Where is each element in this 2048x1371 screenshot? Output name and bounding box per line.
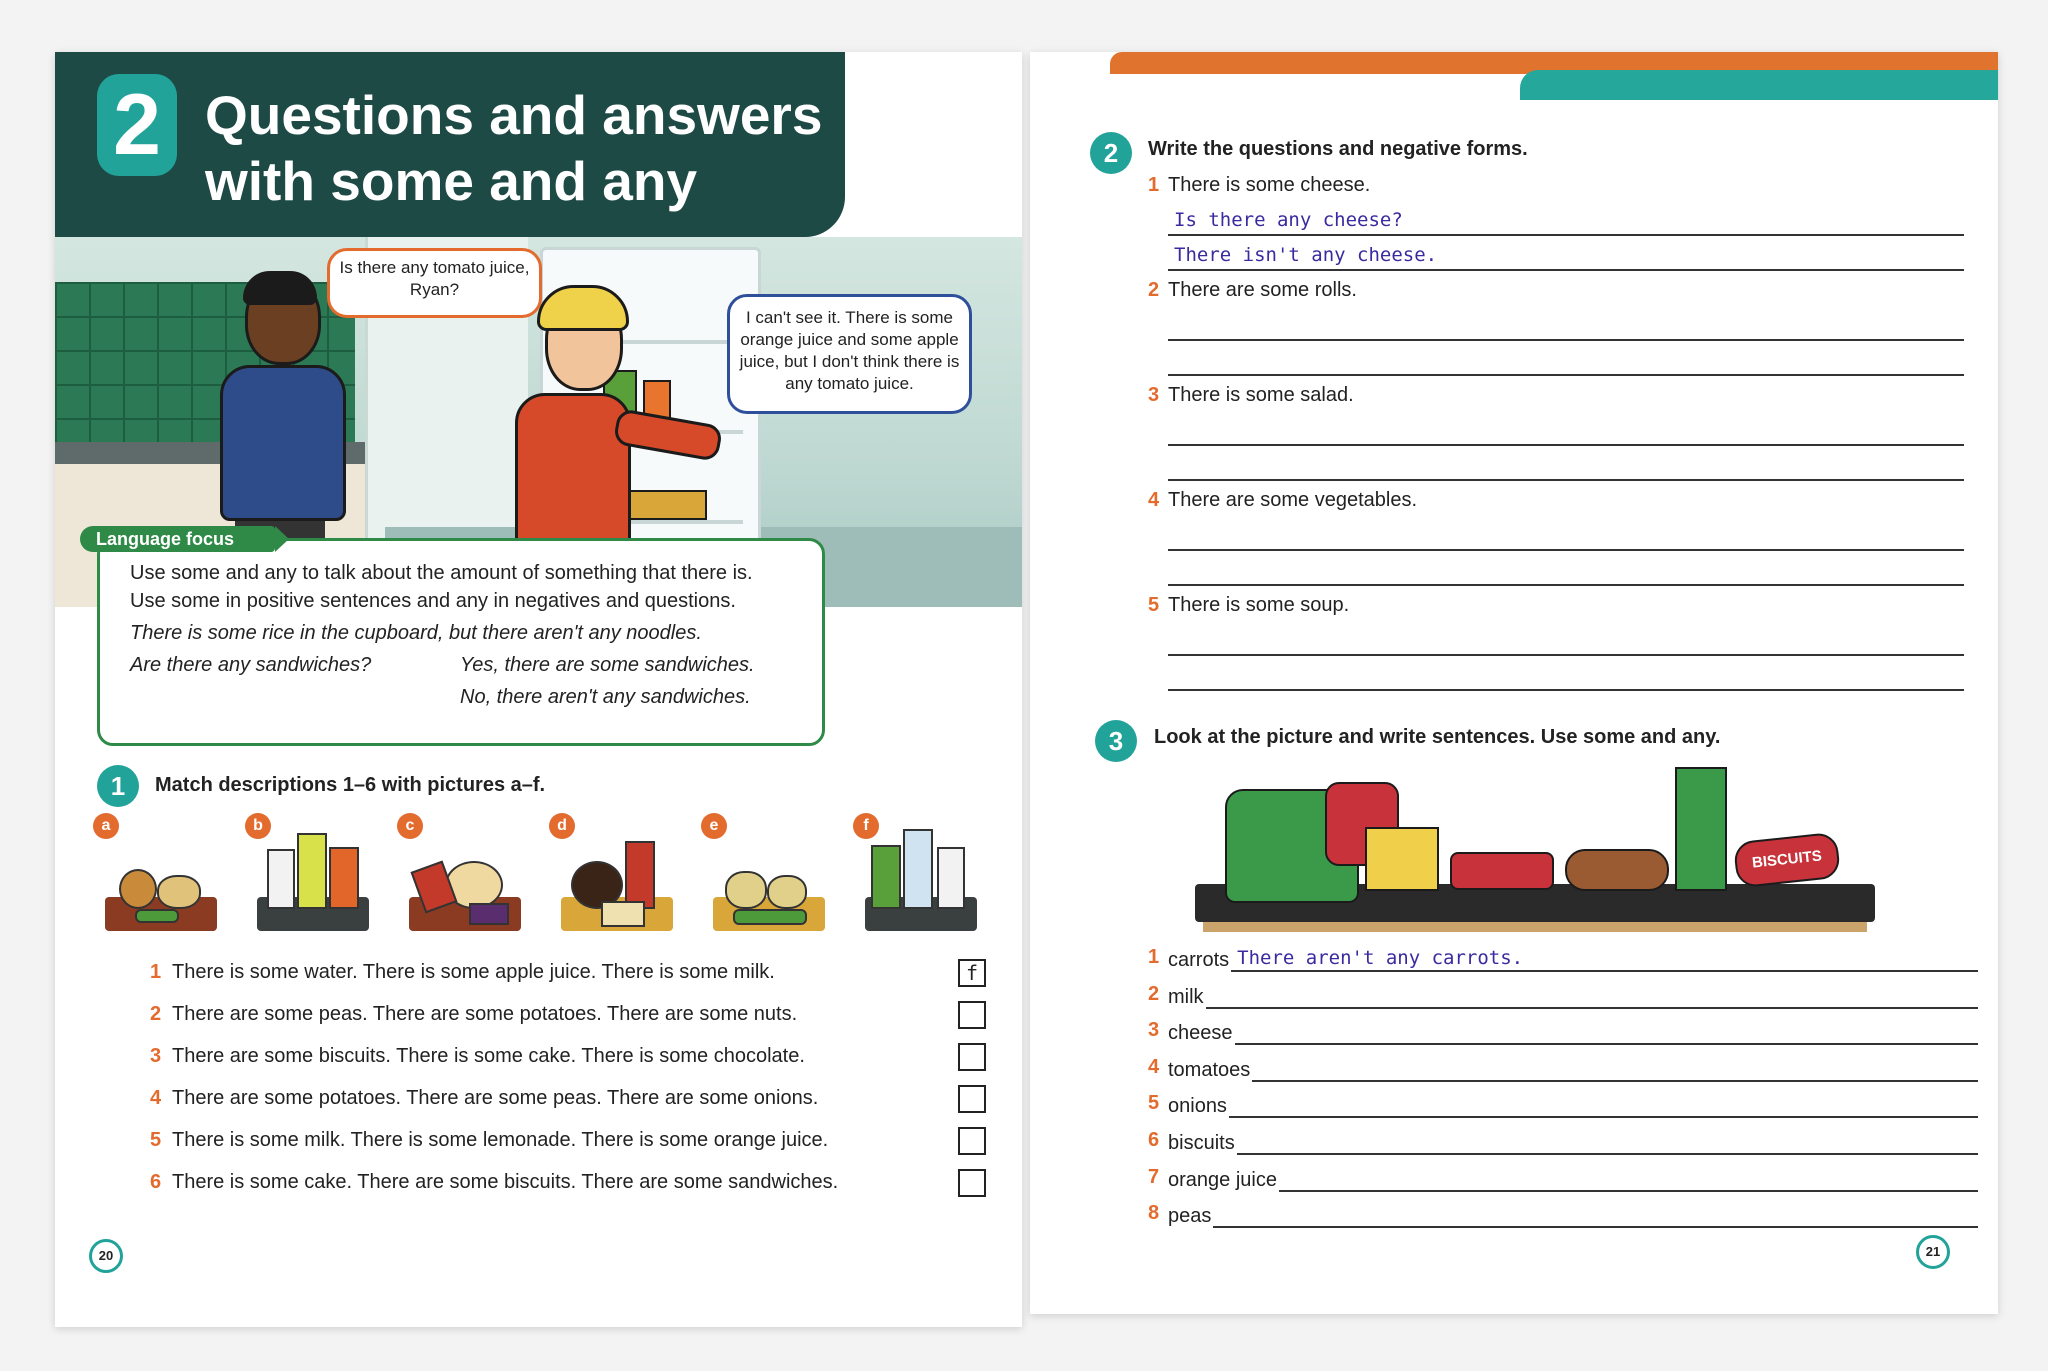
- answer-checkbox[interactable]: f: [958, 959, 986, 987]
- list-item: 5 There is some milk. There is some lemonade. There is some orange juice.: [150, 1125, 990, 1167]
- orange-juice-icon: [329, 847, 359, 909]
- picture-row: [97, 817, 997, 937]
- milk-icon: [937, 847, 965, 909]
- answer-line[interactable]: [1168, 519, 1964, 551]
- unit-title-banner: [55, 52, 845, 237]
- list-item: 4 There are some potatoes. There are some peas. There are some onions.: [150, 1083, 990, 1125]
- list-item: 2 There are some peas. There are some potatoes. There are some nuts.: [150, 999, 990, 1041]
- focus-example-yes: Yes, there are some sandwiches.: [460, 654, 755, 676]
- list-item: 3 cheese: [1148, 1015, 1978, 1052]
- answer-line[interactable]: [1168, 554, 1964, 586]
- orange-juice-carton-icon: [1675, 767, 1727, 891]
- picture-letter: f: [853, 813, 879, 839]
- biscuits-icon: [625, 841, 655, 909]
- answer-line[interactable]: [1229, 1088, 1978, 1118]
- answer-checkbox[interactable]: [958, 1085, 986, 1113]
- picture-letter: a: [93, 813, 119, 839]
- focus-example-question: Are there any sandwiches?: [130, 654, 372, 676]
- exercise-1-instruction: Match descriptions 1–6 with pictures a–f.: [155, 774, 546, 796]
- left-page: [55, 52, 1022, 1327]
- picture-f: [863, 817, 977, 931]
- answer-line[interactable]: [1168, 414, 1964, 446]
- answer-line[interactable]: [1168, 309, 1964, 341]
- list-item: 5 There is some soup.: [1148, 584, 1968, 689]
- exercise-3-number: 3: [1095, 720, 1137, 762]
- answer-checkbox[interactable]: [958, 1001, 986, 1029]
- list-item: 5 onions: [1148, 1088, 1978, 1125]
- lemonade-bottle-icon: [297, 833, 327, 909]
- answer-line[interactable]: [1213, 1198, 1978, 1228]
- answer-line[interactable]: [1206, 979, 1978, 1009]
- answer-line[interactable]: [1168, 659, 1964, 691]
- answer-line[interactable]: [1279, 1162, 1978, 1192]
- header-stripe-teal: [1520, 70, 1998, 100]
- language-focus-label: Language focus: [80, 526, 275, 552]
- picture-b: [253, 817, 369, 931]
- potato-icon: [767, 875, 807, 909]
- list-item: 3 There is some salad.: [1148, 374, 1968, 479]
- answer-checkbox[interactable]: [958, 1169, 986, 1197]
- cheese-icon: [1365, 827, 1439, 891]
- list-item: 6 There is some cake. There are some biscuits. There are some sandwiches.: [150, 1167, 990, 1209]
- speech-bubble-ryan: I can't see it. There is some orange juice and some apple juice, but I don't think there is any tomato juice.: [727, 294, 972, 414]
- answer-line[interactable]: [1237, 1125, 1978, 1155]
- picture-d: [557, 817, 673, 931]
- answer-line[interactable]: [1252, 1052, 1978, 1082]
- language-focus-box: [97, 538, 825, 746]
- potato-icon: [725, 871, 767, 909]
- list-item: 2 There are some rolls.: [1148, 269, 1968, 374]
- list-item: 1 There is some cheese. Is there any cheese? There isn't any cheese.: [1148, 164, 1968, 269]
- list-item: 1 carrots There aren't any carrots.: [1148, 942, 1978, 979]
- tomatoes-icon: [1450, 852, 1554, 890]
- picture-letter: d: [549, 813, 575, 839]
- potato-icon: [157, 875, 201, 909]
- exercise-1-number: 1: [97, 765, 139, 807]
- exercise-2-list: [1148, 164, 1968, 689]
- unit-number: 2: [97, 74, 177, 176]
- focus-example-1: There is some rice in the cupboard, but there aren't any noodles.: [130, 622, 702, 644]
- exercise-3-list: [1148, 942, 1978, 1235]
- list-item: 2 milk: [1148, 979, 1978, 1016]
- picture-e: [709, 817, 825, 931]
- picture-letter: e: [701, 813, 727, 839]
- answer-line[interactable]: [1168, 624, 1964, 656]
- picture-c: [405, 817, 521, 931]
- right-page: [1030, 52, 1998, 1314]
- unit-title: Questions and answers with some and any: [205, 84, 823, 212]
- peas-and-nuts-icon: [733, 909, 807, 925]
- list-item: 4 tomatoes: [1148, 1052, 1978, 1089]
- onion-icon: [119, 869, 157, 909]
- page-number: 21: [1916, 1235, 1950, 1269]
- list-item: 7 orange juice: [1148, 1162, 1978, 1199]
- focus-rule-1: Use some and any to talk about the amount of something that there is.: [130, 562, 753, 584]
- biscuits-packet-icon: BISCUITS: [1733, 832, 1841, 889]
- focus-rule-2: Use some in positive sentences and any in negatives and questions.: [130, 590, 736, 612]
- peas-icon: [135, 909, 179, 923]
- list-item: 3 There are some biscuits. There is some cake. There is some chocolate.: [150, 1041, 990, 1083]
- list-item: 8 peas: [1148, 1198, 1978, 1235]
- list-item: 6 biscuits: [1148, 1125, 1978, 1162]
- picture-a: [101, 817, 217, 931]
- picture-letter: b: [245, 813, 271, 839]
- speech-bubble-friend: Is there any tomato juice, Ryan?: [327, 248, 542, 318]
- answer-line[interactable]: [1168, 449, 1964, 481]
- answer-line[interactable]: Is there any cheese?: [1168, 204, 1964, 236]
- list-item: 1 There is some water. There is some apple juice. There is some milk. f: [150, 957, 990, 999]
- match-list: [150, 957, 990, 1209]
- answer-line[interactable]: [1168, 344, 1964, 376]
- answer-line[interactable]: There isn't any cheese.: [1168, 239, 1964, 271]
- focus-example-no: No, there aren't any sandwiches.: [460, 686, 751, 708]
- sandwich-icon: [601, 901, 645, 927]
- water-bottle-icon: [903, 829, 933, 909]
- answer-line[interactable]: There aren't any carrots.: [1231, 942, 1978, 972]
- answer-checkbox[interactable]: [958, 1043, 986, 1071]
- exercise-3-instruction: Look at the picture and write sentences. Use some and any.: [1154, 726, 1721, 748]
- chocolate-icon: [469, 903, 509, 925]
- exercise-2-number: 2: [1090, 132, 1132, 174]
- food-shelf-illustration: [1195, 767, 1875, 932]
- list-item: 4 There are some vegetables.: [1148, 479, 1968, 584]
- milk-icon: [267, 849, 295, 909]
- exercise-2-instruction: Write the questions and negative forms.: [1148, 138, 1528, 160]
- apple-juice-icon: [871, 845, 901, 909]
- rolls-icon: [1565, 849, 1669, 891]
- page-number: 20: [89, 1239, 123, 1273]
- answer-line[interactable]: [1235, 1015, 1979, 1045]
- picture-letter: c: [397, 813, 423, 839]
- answer-checkbox[interactable]: [958, 1127, 986, 1155]
